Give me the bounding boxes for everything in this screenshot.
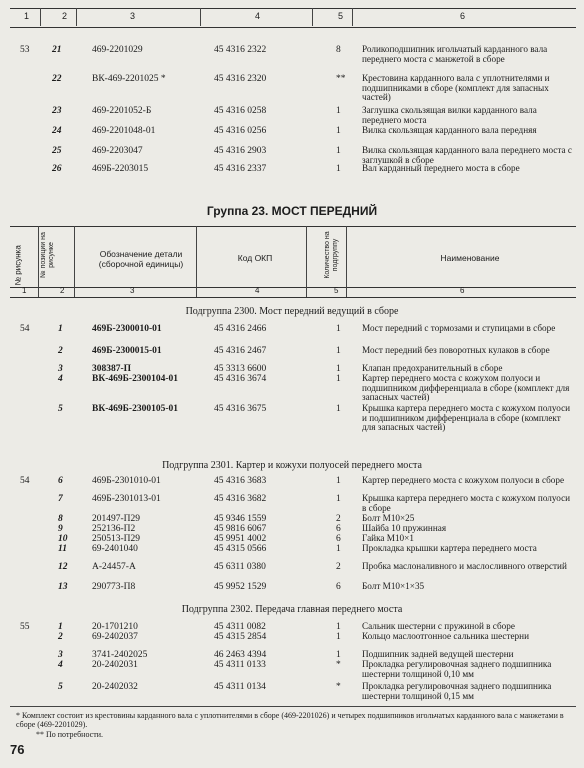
- row-designation: 469Б-2300015-01: [92, 346, 162, 356]
- row-name: Крестовина карданного вала с уплотнителями и подшипниками в сборе (комплект для запасных частей): [362, 73, 550, 103]
- tcol-1: 1: [22, 286, 27, 295]
- row-name: Картер переднего моста с кожухом полуоси и подшипником дифференциала в сборе (комплект для запасных частей): [362, 373, 570, 403]
- row-okp-code: 45 4316 3675: [214, 404, 267, 414]
- row-position: 6: [58, 476, 63, 486]
- row-name: Подшипник задней ведущей шестерни: [362, 649, 514, 659]
- row-name: Роликоподшипник игольчатый карданного вала переднего моста с манжетой в сборе: [362, 44, 548, 64]
- row-position: 22: [52, 74, 62, 84]
- row-designation: ВК-469-2201025 *: [92, 74, 166, 84]
- row-quantity: 1: [336, 544, 341, 554]
- row-quantity: 1: [336, 374, 341, 384]
- row-designation: 250513-П29: [92, 534, 141, 544]
- row-position: 25: [52, 146, 62, 156]
- row-fig-number: 53: [20, 45, 30, 55]
- row-designation: 3741-2402025: [92, 650, 148, 660]
- tcol-4: 4: [255, 286, 260, 295]
- table-column-numbers: [10, 286, 576, 298]
- row-position: 10: [58, 534, 68, 544]
- row-name: Крышка картера переднего моста с кожухом полуоси и подшипником дифференциала в сборе (комплект для запасных частей): [362, 403, 571, 433]
- row-designation: 201497-П29: [92, 514, 141, 524]
- row-okp-code: 45 4315 2854: [214, 632, 267, 642]
- sub2302-title: Подгруппа 2302. Передача главная переднего моста: [181, 604, 403, 615]
- footnote-1: * Комплект состоит из крестовины карданного вала с уплотнителями в сборе (469-2201026) и четырех подшипников игольчатых карданного вала с манжетами в сборе (469-2201029).: [16, 711, 564, 729]
- row-position: 3: [58, 650, 63, 660]
- row-position: 1: [58, 622, 63, 632]
- row-name: Шайба 10 пружинная: [362, 523, 447, 533]
- row-designation: 308387-П: [92, 364, 132, 374]
- row-okp-code: 45 4316 2337: [214, 164, 267, 174]
- row-position: 2: [58, 632, 63, 642]
- row-quantity: 2: [336, 562, 341, 572]
- row-quantity: *: [336, 660, 341, 670]
- row-designation: 20-1701210: [92, 622, 138, 632]
- row-name: Вилка скользящая карданного вала переднего моста с заглушкой в сборе: [362, 145, 572, 165]
- footnote-2: ** По потребности.: [36, 730, 103, 739]
- row-okp-code: 45 4316 2467: [214, 346, 267, 356]
- row-designation: 469-2203047: [92, 146, 143, 156]
- row-name: Вилка скользящая карданного вала передняя: [362, 125, 537, 135]
- col-num-1: 1: [24, 11, 30, 21]
- row-position: 3: [58, 364, 63, 374]
- row-okp-code: 45 9951 4002: [214, 534, 267, 544]
- row-okp-code: 45 4316 2320: [214, 74, 267, 84]
- row-name: Клапан предохранительный в сборе: [362, 363, 503, 373]
- row-position: 4: [58, 660, 63, 670]
- row-position: 4: [58, 374, 63, 384]
- row-okp-code: 45 9816 6067: [214, 524, 267, 534]
- row-designation: ВК-469Б-2300104-01: [92, 374, 178, 384]
- tcol-3: 3: [130, 286, 135, 295]
- row-okp-code: 46 2463 4394: [214, 650, 267, 660]
- header-fig: № рисунка: [13, 245, 23, 286]
- top-column-header: [10, 8, 576, 28]
- row-okp-code: 45 4315 0566: [214, 544, 267, 554]
- row-quantity: 1: [336, 650, 341, 660]
- row-designation: 469Б-2301010-01: [92, 476, 161, 486]
- row-okp-code: 45 6311 0380: [214, 562, 266, 572]
- row-quantity: 1: [336, 404, 341, 414]
- group-title: Группа 23. МОСТ ПЕРЕДНИЙ: [206, 204, 378, 218]
- row-position: 26: [52, 164, 62, 174]
- row-quantity: 1: [336, 622, 341, 632]
- row-name: Прокладка регулировочная заднего подшипника шестерни толщиной 0,15 мм: [362, 681, 552, 701]
- row-okp-code: 45 4316 3674: [214, 374, 267, 384]
- tcol-2: 2: [60, 286, 65, 295]
- row-quantity: **: [336, 74, 346, 84]
- sub2301-title: Подгруппа 2301. Картер и кожухи полуосей переднего моста: [162, 460, 422, 471]
- row-okp-code: 45 4316 3682: [214, 494, 267, 504]
- row-okp-code: 45 4316 2466: [214, 324, 267, 334]
- row-designation: 20-2402032: [92, 682, 138, 692]
- row-name: Болт М10×1×35: [362, 581, 425, 591]
- row-designation: 469-2201048-01: [92, 126, 156, 136]
- table-header: [10, 226, 576, 288]
- row-fig-number: 54: [20, 476, 30, 486]
- tcol-5: 5: [334, 286, 339, 295]
- col-num-3: 3: [130, 11, 136, 21]
- col-num-4: 4: [255, 11, 261, 21]
- row-okp-code: 45 4311 0082: [214, 622, 266, 632]
- row-designation: 469Б-2301013-01: [92, 494, 161, 504]
- row-designation: 469-2201029: [92, 45, 143, 55]
- row-name: Сальник шестерни с пружиной в сборе: [362, 621, 515, 631]
- row-fig-number: 54: [20, 324, 30, 334]
- row-okp-code: 45 3313 6600: [214, 364, 267, 374]
- row-name: Вал карданный переднего моста в сборе: [362, 163, 520, 173]
- row-quantity: 1: [336, 632, 341, 642]
- row-designation: 20-2402031: [92, 660, 138, 670]
- row-designation: А-24457-А: [92, 562, 136, 572]
- row-fig-number: 55: [20, 622, 30, 632]
- header-name: Наименование: [440, 253, 500, 263]
- row-name: Болт М10×25: [362, 513, 415, 523]
- row-okp-code: 45 9952 1529: [214, 582, 267, 592]
- row-quantity: 6: [336, 582, 341, 592]
- row-quantity: 2: [336, 514, 341, 524]
- row-designation: 69-2402037: [92, 632, 138, 642]
- row-quantity: 1: [336, 364, 341, 374]
- row-quantity: 1: [336, 106, 341, 116]
- row-name: Гайка М10×1: [362, 533, 414, 543]
- row-position: 5: [58, 682, 63, 692]
- row-name: Прокладка регулировочная заднего подшипника шестерни толщиной 0,10 мм: [362, 659, 552, 679]
- row-okp-code: 45 4316 0256: [214, 126, 267, 136]
- row-position: 1: [58, 324, 63, 334]
- row-quantity: 6: [336, 534, 341, 544]
- row-designation: 252136-П2: [92, 524, 136, 534]
- row-position: 9: [58, 524, 63, 534]
- row-okp-code: 45 9346 1559: [214, 514, 267, 524]
- row-quantity: 6: [336, 524, 341, 534]
- row-name: Пробка маслоналивного и маслосливного отверстий: [362, 561, 567, 571]
- row-quantity: 8: [336, 45, 341, 55]
- row-quantity: 1: [336, 494, 341, 504]
- tcol-6: 6: [460, 286, 465, 295]
- row-designation: ВК-469Б-2300105-01: [92, 404, 178, 414]
- row-designation: 69-2401040: [92, 544, 138, 554]
- row-quantity: 1: [336, 126, 341, 136]
- row-quantity: 1: [336, 164, 341, 174]
- row-quantity: *: [336, 682, 341, 692]
- header-design: Обозначение детали (сборочной единицы): [98, 249, 184, 269]
- page-number: 76: [10, 742, 25, 757]
- col-num-2: 2: [62, 11, 68, 21]
- row-designation: 469Б-2300010-01: [92, 324, 162, 334]
- col-num-5: 5: [338, 11, 344, 21]
- row-name: Заглушка скользящая вилки карданного вала переднего моста: [362, 105, 537, 125]
- row-position: 5: [58, 404, 63, 414]
- row-okp-code: 45 4316 0258: [214, 106, 267, 116]
- row-okp-code: 45 4311 0133: [214, 660, 266, 670]
- row-okp-code: 45 4316 2903: [214, 146, 267, 156]
- row-quantity: 1: [336, 476, 341, 486]
- header-code: Код ОКП: [237, 253, 273, 263]
- row-name: Картер переднего моста с кожухом полуоси в сборе: [362, 475, 565, 485]
- row-designation: 290773-П8: [92, 582, 136, 592]
- row-position: 21: [52, 45, 62, 55]
- row-name: Мост передний без поворотных кулаков в сборе: [362, 345, 550, 355]
- row-position: 24: [52, 126, 62, 136]
- header-qty: Количество на подгруппу: [324, 231, 339, 279]
- row-designation: 469-2201052-Б: [92, 106, 152, 116]
- row-quantity: 1: [336, 346, 341, 356]
- row-okp-code: 45 4311 0134: [214, 682, 266, 692]
- col-num-6: 6: [460, 11, 466, 21]
- row-position: 12: [58, 562, 68, 572]
- row-position: 2: [58, 346, 63, 356]
- row-name: Крышка картера переднего моста с кожухом полуоси в сборе: [362, 493, 571, 513]
- row-okp-code: 45 4316 2322: [214, 45, 267, 55]
- row-okp-code: 45 4316 3683: [214, 476, 267, 486]
- row-quantity: 1: [336, 146, 341, 156]
- header-pos: № позиции на рисунке: [40, 232, 55, 278]
- row-name: Мост передний с тормозами и ступицами в сборе: [362, 323, 556, 333]
- row-name: Кольцо маслоотгонное сальника шестерни: [362, 631, 529, 641]
- row-quantity: 1: [336, 324, 341, 334]
- row-position: 13: [58, 582, 68, 592]
- row-position: 11: [58, 544, 67, 554]
- row-name: Прокладка крышки картера переднего моста: [362, 543, 537, 553]
- sub2300-title: Подгруппа 2300. Мост передний ведущий в сборе: [185, 306, 399, 317]
- row-position: 23: [52, 106, 62, 116]
- row-designation: 469Б-2203015: [92, 164, 149, 174]
- row-position: 8: [58, 514, 63, 524]
- row-position: 7: [58, 494, 63, 504]
